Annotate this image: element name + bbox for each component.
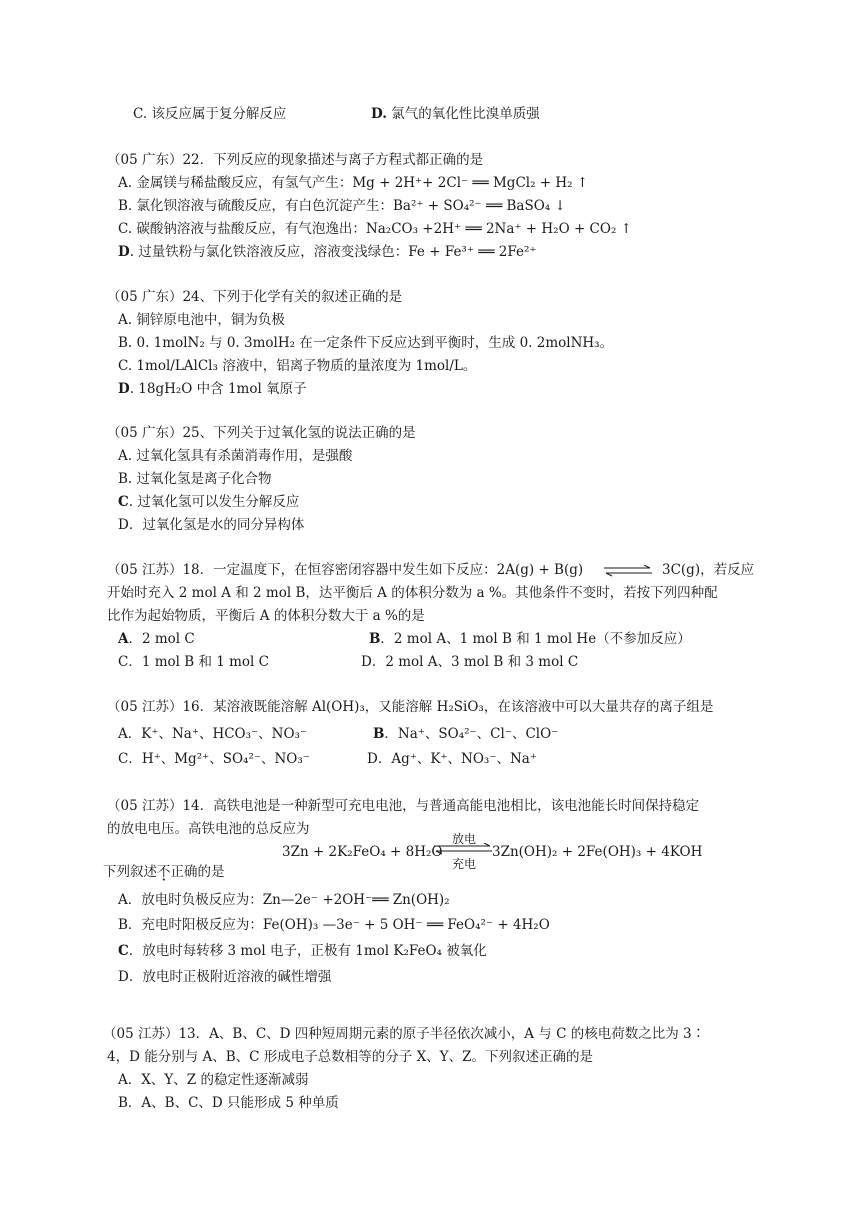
q25-option-c: C. 过氧化氢可以发生分解反应 [118,494,300,510]
q16-option-a: A．K⁺、Na⁺、HCO₃⁻、NO₃⁻ [118,726,308,742]
q24-title: （05 广东）24、下列于化学有关的叙述正确的是 [107,289,403,305]
q18-line-1-end: 3C(g)，若反应 [662,562,755,578]
q14-line-3: 下列叙述不正确的是 [103,864,225,880]
q14-line-2: 的放电电压。高铁电池的总反应为 [107,821,310,837]
charge-label: 充电 [452,857,477,871]
q16-option-c: C．H⁺、Mg²⁺、SO₄²⁻、NO₃⁻ [118,751,310,767]
q25-option-a: A. 过氧化氢具有杀菌消毒作用，是强酸 [118,448,353,464]
reversible-arrow-icon [432,843,494,855]
q22-option-b: B. 氯化钡溶液与硫酸反应，有白色沉淀产生：Ba²⁺ + SO₄²⁻ ══ BaSO₄ ↓ [118,198,566,214]
equation-left: 3Zn + 2K₂FeO₄ + 8H₂O [282,844,443,860]
q25-option-d: D．过氧化氢是水的同分异构体 [118,517,305,533]
q13-line-2: 4，D 能分别与 A、B、C 形成电子总数相等的分子 X、Y、Z。下列叙述正确的是 [107,1049,593,1065]
q18-option-b: B．2 mol A、1 mol B 和 1 mol He（不参加反应） [369,631,691,647]
q18-line-2: 开始时充入 2 mol A 和 2 mol B，达平衡后 A 的体积分数为 a %。其他条件不变时，若按下列四种配 [107,585,718,601]
q16-option-d: D．Ag⁺、K⁺、NO₃⁻、Na⁺ [367,751,537,767]
q14-option-a: A．放电时负极反应为：Zn—2e⁻ +2OH⁻══ Zn(OH)₂ [118,892,450,908]
battery-equation [282,832,703,871]
q24-option-a: A. 铜锌原电池中，铜为负极 [118,312,285,328]
equation-right: 3Zn(OH)₂ + 2Fe(OH)₃ + 4KOH [492,844,703,860]
q24-option-c: C. 1mol/LAlCl₃ 溶液中，铝离子物质的量浓度为 1mol/L。 [118,358,477,374]
q16-option-b: B．Na⁺、SO₄²⁻、Cl⁻、ClO⁻ [373,726,559,742]
option-d-prev: D. 氯气的氧化性比溴单质强 [371,106,540,122]
reversible-arrow-icon [602,565,654,577]
q14-option-b: B．充电时阳极反应为：Fe(OH)₃ —3e⁻ + 5 OH⁻ ══ FeO₄²⁻ + 4H₂O [118,917,550,933]
q22-option-d: D. 过量铁粉与氯化铁溶液反应，溶液变浅绿色：Fe + Fe³⁺ ══ 2Fe²⁺ [118,244,537,260]
q25-title: （05 广东）25、下列关于过氧化氢的说法正确的是 [107,425,416,441]
q18-line-1-display: （05 江苏）18．一定温度下，在恒容密闭容器中发生如下反应：2A(g) + B(g) [107,562,584,578]
q22-option-a: A. 金属镁与稀盐酸反应，有氢气产生：Mg + 2H⁺+ 2Cl⁻ ══ MgCl₂ + H₂ ↑ [118,175,589,191]
q13-option-a: A．X、Y、Z 的稳定性逐渐减弱 [118,1072,309,1088]
q16-title: （05 江苏）16．某溶液既能溶解 Al(OH)₃，又能溶解 H₂SiO₃，在该溶液中可以大量共存的离子组是 [107,699,714,715]
q22-option-c: C. 碳酸钠溶液与盐酸反应，有气泡逸出：Na₂CO₃ +2H⁺ ══ 2Na⁺ + H₂O + CO₂ ↑ [118,221,632,237]
q18-line-3: 比作为起始物质，平衡后 A 的体积分数大于 a %的是 [107,608,425,624]
q18-option-a: A．2 mol C [118,631,195,647]
q24-option-b: B. 0. 1molN₂ 与 0. 3molH₂ 在一定条件下反应达到平衡时，生成 0. 2molNH₃。 [118,335,614,351]
q13-option-b: B．A、B、C、D 只能形成 5 种单质 [118,1095,339,1111]
q14-line-1: （05 江苏）14．高铁电池是一种新型可充电电池，与普通高能电池相比，该电池能长时间保持稳定 [107,798,700,814]
q14-option-d: D．放电时正极附近溶液的碱性增强 [118,969,332,985]
q24-option-d: D. 18gH₂O 中含 1mol 氧原子 [118,381,307,397]
q18-option-d: D．2 mol A、3 mol B 和 3 mol C [361,654,579,670]
option-c-prev: C. 该反应属于复分解反应 [133,106,287,122]
q18-option-c: C．1 mol B 和 1 mol C [118,654,269,670]
discharge-label: 放电 [452,832,477,846]
q13-line-1: （05 江苏）13．A、B、C、D 四种短周期元素的原子半径依次减小，A 与 C 的核电荷数之比为 3∶ [103,1026,706,1042]
q22-title: （05 广东）22．下列反应的现象描述与离子方程式都正确的是 [107,152,484,168]
q14-option-c: C．放电时每转移 3 mol 电子，正极有 1mol K₂FeO₄ 被氧化 [118,943,487,959]
q25-option-b: B. 过氧化氢是离子化合物 [118,471,272,487]
